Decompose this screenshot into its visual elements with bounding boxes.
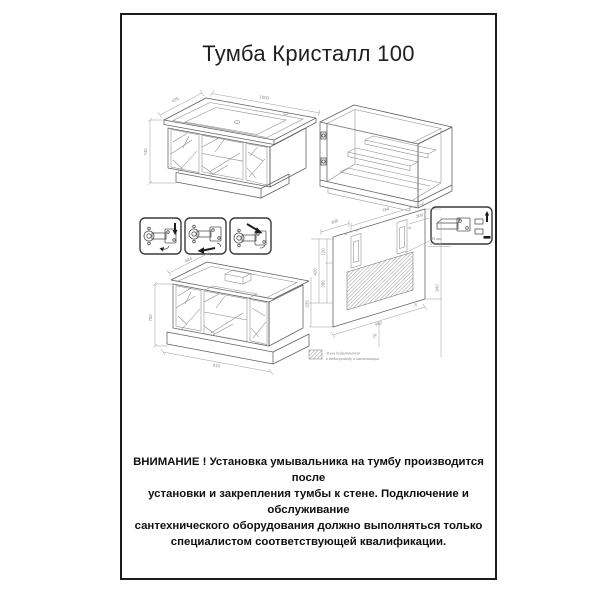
legend-text: Зона подключения [326,350,360,356]
dim-label: 444 [183,255,193,264]
dim-label: 784 [381,206,390,214]
dim-label: 700 [148,314,153,322]
dim-label: 740 [143,148,148,156]
dim-label: 335 [304,300,310,308]
drill-note: 6 отв. [430,241,442,246]
drawing-rear-isometric [145,250,315,385]
dim-label: 942 [434,284,440,292]
warning-line: ВНИМАНИЕ ! Установка умывальника на тумбу производится после [133,456,484,484]
warning-line: сантехнического оборудования должно выполняться только [134,520,483,532]
legend-text: к водопроводу и канализации [326,356,380,361]
dim-label: 916 [212,362,221,369]
drawing-front-isometric [140,80,320,205]
dim-label: 16 [414,303,418,307]
dim-label: 420 [312,268,318,276]
dim-label: 120 [320,248,326,256]
drawing-mounting-dimensions [293,195,458,380]
dim-label: 1000 [259,94,270,101]
legend-hatch-swatch [309,350,322,359]
dim-label: 42 [407,225,413,231]
dim-label: 300 [415,212,424,220]
warning-block [124,454,493,550]
dim-label: 70 [372,333,378,339]
page-title: Тумба Кристалл 100 [202,41,415,66]
warning-line: специалистом соответствующей квалификации. [170,536,447,548]
dim-label: 280 [320,280,326,288]
drill-note: Ø5 мм [430,236,442,241]
dim-label: 40 [354,228,360,233]
warning-line: установки и закрепления тумбы к стене. Подключение и обслуживание [148,488,469,516]
dim-label: 305 [330,218,339,226]
dim-label: 435 [170,95,180,104]
dim-label: 42 [343,231,349,237]
dim-label: 962 [374,320,383,328]
